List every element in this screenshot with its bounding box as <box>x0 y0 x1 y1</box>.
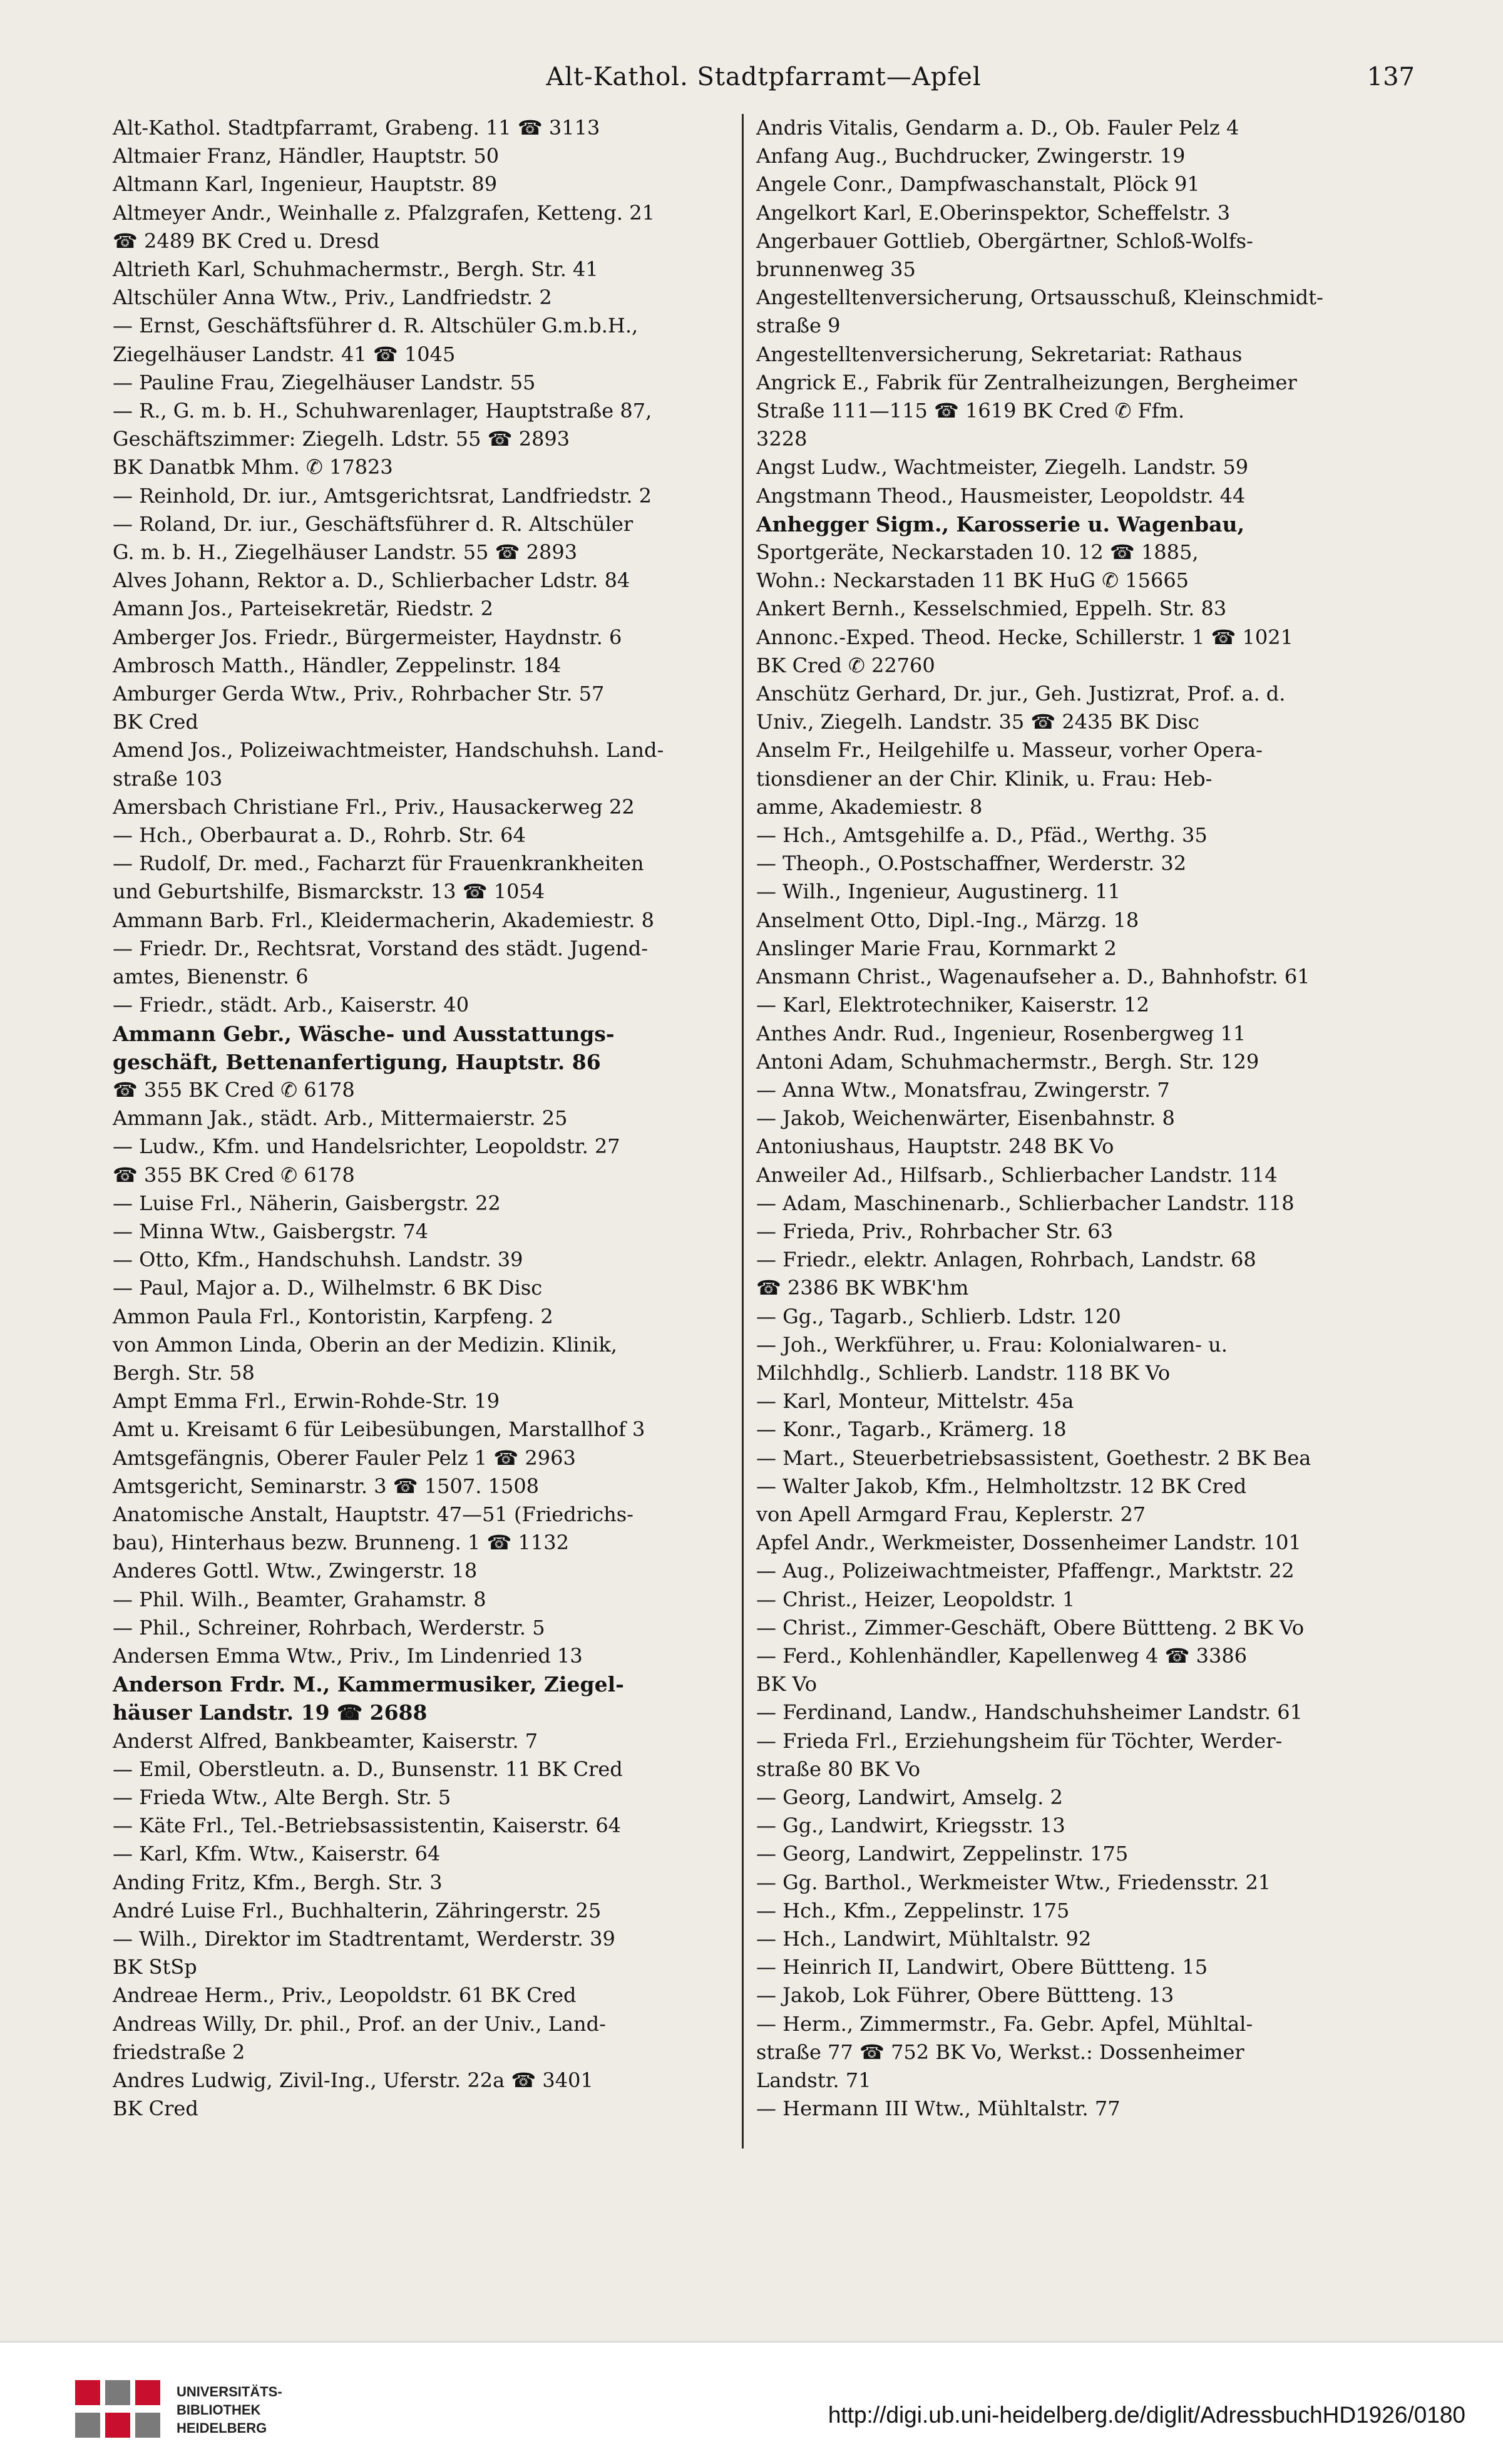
directory-entry: — Hermann III Wtw., Mühltalstr. 77 <box>756 2097 1121 2121</box>
directory-entry: Alves Johann, Rektor a. D., Schlierbacher Ldstr. 84 <box>113 568 630 593</box>
directory-entry: straße 9 <box>756 314 841 338</box>
directory-entry: Amburger Gerda Wtw., Priv., Rohrbacher Str. 57 <box>113 682 605 706</box>
footer-bar <box>0 2341 1503 2464</box>
directory-entry: — Ludw., Kfm. und Handelsrichter, Leopoldstr. 27 <box>113 1134 620 1159</box>
directory-entry: von Apell Armgard Frau, Keplerstr. 27 <box>756 1502 1146 1526</box>
directory-entry: Alt-Kathol. Stadtpfarramt, Grabeng. 11 ☎ 3113 <box>113 116 600 140</box>
directory-entry: ☎ 355 BK Cred ✆ 6178 <box>113 1077 355 1102</box>
directory-entry: Anthes Andr. Rud., Ingenieur, Rosenbergweg 11 <box>756 1021 1246 1045</box>
directory-entry: Anderson Frdr. M., Kammermusiker, Ziegel- <box>113 1672 624 1697</box>
directory-entry: Ammann Jak., städt. Arb., Mittermaierstr. 25 <box>113 1106 568 1131</box>
directory-entry: — Hch., Amtsgehilfe a. D., Pfäd., Werthg. 35 <box>756 823 1208 848</box>
directory-entry: Angst Ludw., Wachtmeister, Ziegelh. Landstr. 59 <box>756 455 1249 480</box>
directory-entry: brunnenweg 35 <box>756 257 916 282</box>
directory-entry: von Ammon Linda, Oberin an der Medizin. Klinik, <box>113 1332 617 1357</box>
directory-entry: — Hch., Oberbaurat a. D., Rohrb. Str. 64 <box>113 823 526 848</box>
directory-entry: Wohn.: Neckarstaden 11 BK HuG ✆ 15665 <box>756 568 1189 593</box>
directory-entry: Anderes Gottl. Wtw., Zwingerstr. 18 <box>113 1559 478 1583</box>
directory-entry: — Christ., Heizer, Leopoldstr. 1 <box>756 1587 1075 1611</box>
directory-entry: Sportgeräte, Neckarstaden 10. 12 ☎ 1885, <box>756 540 1199 565</box>
directory-entry: Angele Conr., Dampfwaschanstalt, Plöck 91 <box>756 172 1200 197</box>
directory-entry: BK Cred <box>113 710 198 734</box>
directory-entry: Amann Jos., Parteisekretär, Riedstr. 2 <box>113 597 494 621</box>
directory-entry: Altmann Karl, Ingenieur, Hauptstr. 89 <box>113 172 498 197</box>
directory-entry: Angelkort Karl, E.Oberinspektor, Scheffelstr. 3 <box>756 200 1231 225</box>
directory-entry: Univ., Ziegelh. Landstr. 35 ☎ 2435 BK Disc <box>756 710 1199 734</box>
directory-entry: — Minna Wtw., Gaisbergstr. 74 <box>113 1219 429 1243</box>
directory-entry: BK Vo <box>756 1672 818 1697</box>
directory-entry: Bergh. Str. 58 <box>113 1360 255 1385</box>
directory-entry: — Gg., Landwirt, Kriegsstr. 13 <box>756 1814 1065 1838</box>
directory-entry: — Friedr., elektr. Anlagen, Rohrbach, Landstr. 68 <box>756 1248 1256 1272</box>
directory-entry: — Käte Frl., Tel.-Betriebsassistentin, Kaiserstr. 64 <box>113 1814 622 1838</box>
directory-entry: Ammon Paula Frl., Kontoristin, Karpfeng. 2 <box>113 1304 553 1328</box>
directory-entry: — Phil. Wilh., Beamter, Grahamstr. 8 <box>113 1587 486 1611</box>
directory-entry: Anslinger Marie Frau, Kornmarkt 2 <box>756 936 1117 960</box>
directory-entry: — Anna Wtw., Monatsfrau, Zwingerstr. 7 <box>756 1077 1170 1102</box>
directory-entry: Altmaier Franz, Händler, Hauptstr. 50 <box>113 144 500 168</box>
directory-entry: — R., G. m. b. H., Schuhwarenlager, Hauptstraße 87, <box>113 399 652 423</box>
directory-entry: Antoniushaus, Hauptstr. 248 BK Vo <box>756 1134 1114 1159</box>
directory-entry: friedstraße 2 <box>113 2040 245 2064</box>
directory-entry: — Frieda, Priv., Rohrbacher Str. 63 <box>756 1219 1113 1243</box>
column-divider <box>742 114 744 2148</box>
directory-entry: — Paul, Major a. D., Wilhelmstr. 6 BK Disc <box>113 1276 543 1300</box>
page-header <box>113 63 1415 100</box>
directory-entry: Andersen Emma Wtw., Priv., Im Lindenried 13 <box>113 1643 583 1668</box>
directory-entry: amme, Akademiestr. 8 <box>756 794 983 819</box>
directory-entry: — Theoph., O.Postschaffner, Werderstr. 32 <box>756 851 1187 876</box>
directory-entry: Andres Ludwig, Zivil-Ing., Uferstr. 22a ☎ 3401 <box>113 2068 593 2093</box>
directory-entry: ☎ 355 BK Cred ✆ 6178 <box>113 1163 355 1187</box>
directory-entry: Ammann Gebr., Wäsche- und Ausstattungs- <box>113 1021 615 1046</box>
directory-entry: Anderst Alfred, Bankbeamter, Kaiserstr. 7 <box>113 1728 538 1753</box>
directory-entry: Amtsgefängnis, Oberer Fauler Pelz 1 ☎ 2963 <box>113 1445 576 1470</box>
directory-entry: — Jakob, Lok Führer, Obere Büttteng. 13 <box>756 1983 1174 2008</box>
directory-entry: — Ferd., Kohlenhändler, Kapellenweg 4 ☎ 3386 <box>756 1643 1248 1668</box>
library-name <box>177 2383 282 2437</box>
directory-entry: — Mart., Steuerbetriebsassistent, Goethestr. 2 BK Bea <box>756 1445 1311 1470</box>
directory-entry: tionsdiener an der Chir. Klinik, u. Frau: Heb- <box>756 766 1213 791</box>
directory-entry: — Ernst, Geschäftsführer d. R. Altschüler G.m.b.H., <box>113 314 639 338</box>
directory-entry: Milchhdlg., Schlierb. Landstr. 118 BK Vo <box>756 1360 1171 1385</box>
directory-entry: Angrick E., Fabrik für Zentralheizungen, Bergheimer <box>756 370 1297 394</box>
directory-entry: — Aug., Polizeiwachtmeister, Pfaffengr., Marktstr. 22 <box>756 1559 1295 1583</box>
directory-entry: — Walter Jakob, Kfm., Helmholtzstr. 12 BK Cred <box>756 1474 1247 1498</box>
directory-entry: Landstr. 71 <box>756 2068 871 2093</box>
directory-entry: — Gg. Barthol., Werkmeister Wtw., Friedensstr. 21 <box>756 1870 1271 1894</box>
directory-entry: Anatomische Anstalt, Hauptstr. 47—51 (Friedrichs- <box>113 1502 634 1526</box>
library-name-line: UNIVERSITÄTS- <box>177 2384 282 2400</box>
directory-entry: Amtsgericht, Seminarstr. 3 ☎ 1507. 1508 <box>113 1474 540 1498</box>
directory-entry: — Frieda Wtw., Alte Bergh. Str. 5 <box>113 1785 451 1809</box>
directory-entry: Ansmann Christ., Wagenaufseher a. D., Bahnhofstr. 61 <box>756 965 1310 989</box>
directory-entry: Altmeyer Andr., Weinhalle z. Pfalzgrafen, Ketteng. 21 <box>113 200 655 225</box>
directory-entry: Amersbach Christiane Frl., Priv., Hausackerweg 22 <box>113 794 635 819</box>
page-number: 137 <box>1367 63 1415 91</box>
directory-entry: — Pauline Frau, Ziegelhäuser Landstr. 55 <box>113 370 536 394</box>
directory-entry: — Luise Frl., Näherin, Gaisbergstr. 22 <box>113 1191 501 1215</box>
directory-entry: Andris Vitalis, Gendarm a. D., Ob. Fauler Pelz 4 <box>756 116 1239 140</box>
directory-entry: häuser Landstr. 19 ☎ 2688 <box>113 1700 428 1725</box>
directory-entry: Angerbauer Gottlieb, Obergärtner, Schloß-Wolfs- <box>756 228 1253 253</box>
directory-entry: — Ferdinand, Landw., Handschuhsheimer Landstr. 61 <box>756 1700 1303 1725</box>
directory-entry: — Jakob, Weichenwärter, Eisenbahnstr. 8 <box>756 1106 1175 1131</box>
directory-entry: Antoni Adam, Schuhmachermstr., Bergh. Str. 129 <box>756 1049 1259 1074</box>
directory-entry: Anfang Aug., Buchdrucker, Zwingerstr. 19 <box>756 144 1186 168</box>
directory-entry: — Adam, Maschinenarb., Schlierbacher Landstr. 118 <box>756 1191 1295 1215</box>
directory-entry: Andreae Herm., Priv., Leopoldstr. 61 BK Cred <box>113 1983 577 2008</box>
directory-entry: geschäft, Bettenanfertigung, Hauptstr. 86 <box>113 1049 601 1074</box>
directory-entry: — Konr., Tagarb., Krämerg. 18 <box>756 1417 1067 1442</box>
directory-entry: Geschäftszimmer: Ziegelh. Ldstr. 55 ☎ 2893 <box>113 427 570 451</box>
directory-entry: — Christ., Zimmer-Geschäft, Obere Büttteng. 2 BK Vo <box>756 1615 1305 1640</box>
directory-entry: — Reinhold, Dr. iur., Amtsgerichtsrat, Landfriedstr. 2 <box>113 483 652 508</box>
right-column <box>756 114 1407 2123</box>
directory-entry: Andreas Willy, Dr. phil., Prof. an der Univ., Land- <box>113 2011 606 2036</box>
directory-entry: Anding Fritz, Kfm., Bergh. Str. 3 <box>113 1870 443 1894</box>
directory-entry: Amend Jos., Polizeiwachtmeister, Handschuhsh. Land- <box>113 738 664 762</box>
source-url-link[interactable]: http://digi.ub.uni-heidelberg.de/diglit/AdressbuchHD1926/0180 <box>828 2402 1465 2428</box>
directory-entry: — Georg, Landwirt, Amselg. 2 <box>756 1785 1063 1809</box>
directory-entry: Anselm Fr., Heilgehilfe u. Masseur, vorher Opera- <box>756 738 1263 762</box>
directory-entry: und Geburtshilfe, Bismarckstr. 13 ☎ 1054 <box>113 880 545 904</box>
running-head: Alt-Kathol. Stadtpfarramt—Apfel <box>546 63 982 91</box>
directory-entry: BK StSp <box>113 1955 197 1979</box>
directory-entry: — Friedr. Dr., Rechtsrat, Vorstand des städt. Jugend- <box>113 936 649 960</box>
directory-entry: Ammann Barb. Frl., Kleidermacherin, Akademiestr. 8 <box>113 908 654 932</box>
directory-entry: — Joh., Werkführer, u. Frau: Kolonialwaren- u. <box>756 1332 1228 1357</box>
directory-entry: ☎ 2386 BK WBK'hm <box>756 1276 969 1300</box>
directory-entry: — Georg, Landwirt, Zeppelinstr. 175 <box>756 1842 1129 1866</box>
directory-entry: bau), Hinterhaus bezw. Brunneng. 1 ☎ 1132 <box>113 1531 569 1555</box>
left-column <box>113 114 739 2123</box>
directory-entry: — Rudolf, Dr. med., Facharzt für Frauenkrankheiten <box>113 851 644 876</box>
directory-entry: — Wilh., Direktor im Stadtrentamt, Werderstr. 39 <box>113 1927 615 1951</box>
directory-entry: Angestelltenversicherung, Sekretariat: Rathaus <box>756 342 1243 366</box>
directory-entry: — Emil, Oberstleutn. a. D., Bunsenstr. 11 BK Cred <box>113 1757 623 1781</box>
directory-entry: — Friedr., städt. Arb., Kaiserstr. 40 <box>113 993 469 1017</box>
directory-entry: Anschütz Gerhard, Dr. jur., Geh. Justizrat, Prof. a. d. <box>756 682 1286 706</box>
directory-entry: — Phil., Schreiner, Rohrbach, Werderstr. 5 <box>113 1615 545 1640</box>
directory-entry: Anhegger Sigm., Karosserie u. Wagenbau, <box>756 511 1244 536</box>
directory-entry: Apfel Andr., Werkmeister, Dossenheimer Landstr. 101 <box>756 1531 1301 1555</box>
directory-entry: BK Danatbk Mhm. ✆ 17823 <box>113 455 393 480</box>
directory-entry: Annonc.-Exped. Theod. Hecke, Schillerstr. 1 ☎ 1021 <box>756 625 1293 649</box>
directory-entry: straße 77 ☎ 752 BK Vo, Werkst.: Dossenheimer <box>756 2040 1244 2064</box>
directory-entry: — Karl, Elektrotechniker, Kaiserstr. 12 <box>756 993 1149 1017</box>
directory-entry: Amberger Jos. Friedr., Bürgermeister, Haydnstr. 6 <box>113 625 622 649</box>
directory-entry: André Luise Frl., Buchhalterin, Zähringerstr. 25 <box>113 1898 602 1922</box>
directory-entry: Angestelltenversicherung, Ortsausschuß, Kleinschmidt- <box>756 285 1323 310</box>
directory-entry: Amt u. Kreisamt 6 für Leibesübungen, Marstallhof 3 <box>113 1417 645 1442</box>
directory-entry: amtes, Bienenstr. 6 <box>113 965 309 989</box>
library-name-line: BIBLIOTHEK <box>177 2402 261 2418</box>
directory-entry: — Frieda Frl., Erziehungsheim für Töchter, Werder- <box>756 1728 1283 1753</box>
directory-entry: — Karl, Kfm. Wtw., Kaiserstr. 64 <box>113 1842 441 1866</box>
directory-entry: — Heinrich II, Landwirt, Obere Büttteng. 15 <box>756 1955 1208 1979</box>
directory-entry: Angstmann Theod., Hausmeister, Leopoldstr. 44 <box>756 483 1246 508</box>
directory-entry: 3228 <box>756 427 808 451</box>
directory-entry: — Herm., Zimmermstr., Fa. Gebr. Apfel, Mühltal- <box>756 2011 1253 2036</box>
directory-entry: — Wilh., Ingenieur, Augustinerg. 11 <box>756 880 1121 904</box>
directory-entry: — Otto, Kfm., Handschuhsh. Landstr. 39 <box>113 1248 523 1272</box>
directory-entry: Altrieth Karl, Schuhmachermstr., Bergh. Str. 41 <box>113 257 598 282</box>
directory-entry: — Hch., Landwirt, Mühltalstr. 92 <box>756 1927 1092 1951</box>
directory-entry: Ziegelhäuser Landstr. 41 ☎ 1045 <box>113 342 456 366</box>
directory-entry: Altschüler Anna Wtw., Priv., Landfriedstr. 2 <box>113 285 552 310</box>
library-name-line: HEIDELBERG <box>177 2420 267 2436</box>
directory-entry: — Hch., Kfm., Zeppelinstr. 175 <box>756 1898 1070 1922</box>
directory-entry: ☎ 2489 BK Cred u. Dresd <box>113 228 380 253</box>
directory-entry: Anselment Otto, Dipl.-Ing., Märzg. 18 <box>756 908 1139 932</box>
directory-entry: — Gg., Tagarb., Schlierb. Ldstr. 120 <box>756 1304 1121 1328</box>
directory-entry: BK Cred <box>113 2097 198 2121</box>
directory-entry: — Roland, Dr. iur., Geschäftsführer d. R. Altschüler <box>113 511 634 536</box>
directory-entry: Anweiler Ad., Hilfsarb., Schlierbacher Landstr. 114 <box>756 1163 1278 1187</box>
directory-entry: Ankert Bernh., Kesselschmied, Eppelh. Str. 83 <box>756 597 1227 621</box>
directory-entry: BK Cred ✆ 22760 <box>756 653 935 677</box>
directory-entry: Ampt Emma Frl., Erwin-Rohde-Str. 19 <box>113 1389 500 1414</box>
university-library-logo-icon <box>75 2380 163 2440</box>
directory-entry: — Karl, Monteur, Mittelstr. 45a <box>756 1389 1074 1414</box>
directory-entry: G. m. b. H., Ziegelhäuser Landstr. 55 ☎ 2893 <box>113 540 578 565</box>
directory-entry: Straße 111—115 ☎ 1619 BK Cred ✆ Ffm. <box>756 399 1185 423</box>
directory-entry: Ambrosch Matth., Händler, Zeppelinstr. 184 <box>113 653 562 677</box>
directory-entry: straße 80 BK Vo <box>756 1757 921 1781</box>
directory-entry: straße 103 <box>113 766 223 791</box>
